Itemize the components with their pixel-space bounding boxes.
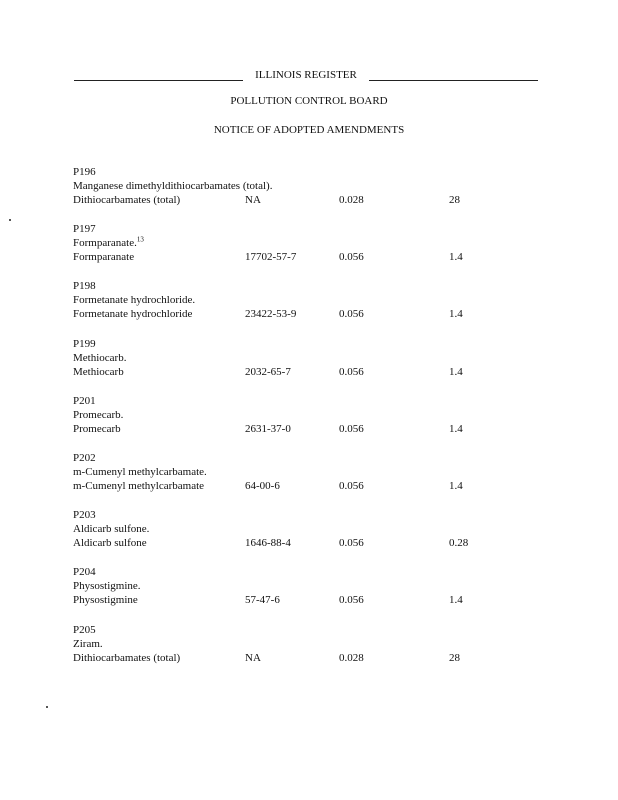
waste-code: P204 [73, 566, 96, 579]
waste-name: Promecarb. [73, 408, 124, 421]
waste-entry [73, 337, 493, 394]
nonwastewater-value: 1.4 [449, 422, 463, 435]
waste-code: P198 [73, 280, 96, 293]
constituent-row [73, 193, 493, 207]
wastewater-value: 0.056 [339, 594, 364, 607]
constituent-name: Formetanate hydrochloride [73, 308, 193, 321]
waste-entry [73, 165, 493, 222]
nonwastewater-value: 28 [449, 651, 460, 664]
waste-name: Physostigmine. [73, 580, 141, 593]
constituent-row [73, 365, 493, 379]
waste-entry [73, 623, 493, 680]
waste-code: P202 [73, 451, 96, 464]
waste-entry [73, 451, 493, 508]
constituent-row [73, 250, 493, 264]
cas-number: 2631-37-0 [245, 422, 291, 435]
constituent-name: Methiocarb [73, 365, 124, 378]
nonwastewater-value: 1.4 [449, 594, 463, 607]
nonwastewater-value: 1.4 [449, 479, 463, 492]
constituent-row [73, 593, 493, 607]
constituent-name: Physostigmine [73, 594, 138, 607]
waste-entry [73, 279, 493, 336]
waste-entry [73, 508, 493, 565]
cas-number: 17702-57-7 [245, 251, 297, 264]
nonwastewater-value: 1.4 [449, 308, 463, 321]
cas-number: 57-47-6 [245, 594, 280, 607]
wastewater-value: 0.056 [339, 308, 364, 321]
waste-code: P205 [73, 623, 96, 636]
waste-name: Methiocarb. [73, 351, 127, 364]
cas-number: 1646-88-4 [245, 537, 291, 550]
scan-speck [46, 706, 48, 708]
notice-title: NOTICE OF ADOPTED AMENDMENTS [213, 124, 405, 136]
nonwastewater-value: 1.4 [449, 365, 463, 378]
waste-code: P199 [73, 337, 96, 350]
cas-number: 23422-53-9 [245, 308, 297, 321]
constituent-row [73, 479, 493, 493]
waste-name: Aldicarb sulfone. [73, 523, 150, 536]
register-header [74, 69, 538, 81]
constituent-name: Formparanate [73, 251, 135, 264]
wastewater-value: 0.056 [339, 537, 364, 550]
constituent-name: Aldicarb sulfone [73, 537, 147, 550]
nonwastewater-value: 1.4 [449, 251, 463, 264]
register-title: ILLINOIS REGISTER [255, 69, 357, 81]
waste-name: Manganese dimethyldithiocarbamates (total). [73, 180, 273, 192]
waste-code: P203 [73, 509, 96, 522]
constituent-name: Dithiocarbamates (total) [73, 194, 181, 206]
waste-entry [73, 394, 493, 451]
nonwastewater-value: 28 [449, 194, 460, 206]
wastewater-value: 0.056 [339, 422, 364, 435]
waste-code: P197 [73, 223, 96, 236]
constituent-name: Promecarb [73, 422, 121, 435]
wastewater-value: 0.028 [339, 651, 364, 664]
constituent-row [73, 536, 493, 550]
waste-entry [73, 565, 493, 622]
cas-number: 2032-65-7 [245, 365, 291, 378]
waste-entries-table [73, 165, 493, 680]
constituent-row [73, 422, 493, 436]
waste-code: P196 [73, 166, 96, 178]
wastewater-value: 0.056 [339, 365, 364, 378]
waste-name: Ziram. [73, 637, 103, 650]
constituent-name: Dithiocarbamates (total) [73, 651, 181, 664]
cas-number: 64-00-6 [245, 479, 280, 492]
waste-code: P201 [73, 394, 96, 407]
waste-entry [73, 222, 493, 279]
waste-name: Formparanate.$^{13}$ [73, 235, 144, 250]
cas-number: NA [245, 651, 261, 664]
waste-name: Formetanate hydrochloride. [73, 294, 196, 307]
constituent-name: m-Cumenyl methylcarbamate [73, 479, 205, 492]
nonwastewater-value: 0.28 [449, 537, 469, 550]
constituent-row [73, 307, 493, 321]
wastewater-value: 0.056 [339, 251, 364, 264]
board-title: POLLUTION CONTROL BOARD [230, 95, 388, 107]
footnote-marker: 13 [136, 235, 144, 244]
header-rule-left [74, 73, 243, 81]
header-rule-right [369, 73, 538, 81]
wastewater-value: 0.028 [339, 194, 364, 206]
wastewater-value: 0.056 [339, 479, 364, 492]
scan-speck [9, 219, 11, 221]
constituent-row [73, 651, 493, 665]
waste-name: m-Cumenyl methylcarbamate. [73, 465, 207, 478]
cas-number: NA [245, 194, 261, 206]
